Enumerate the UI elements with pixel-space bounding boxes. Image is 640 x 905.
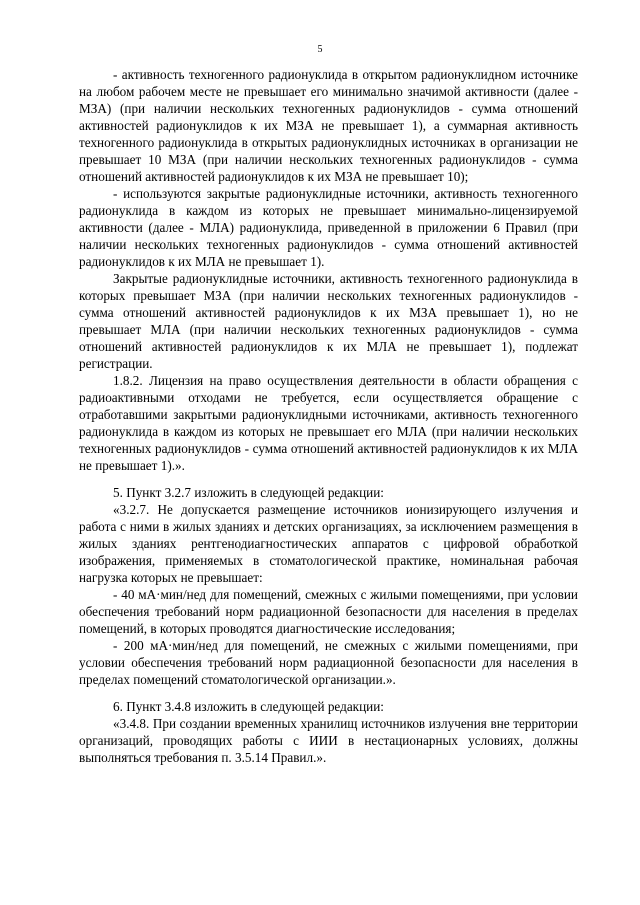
paragraph-1-8-2-license: 1.8.2. Лицензия на право осуществления деятельности в области обращения с радиоактивными отходами не требуется, если осуществляется обращение с отработавшими закрытыми радионуклидными источниками, активность техногенного радионуклида в каждом из которых не превышает его МЛА (при наличии нескольких техногенных радионуклидов - сумма отношений активностей радионуклидов к их МЛА не превышает 1).».: [79, 373, 578, 473]
paragraph-200-ma-min: - 200 мА·мин/нед для помещений, не смежных с жилыми помещениями, при условии обеспечения требований норм радиационной безопасности для населения в пределах помещений стоматологической организации.».: [79, 638, 578, 687]
paragraph-40-ma-min: - 40 мА·мин/нед для помещений, смежных с жилыми помещениями, при условии обеспечения требований норм радиационной безопасности для населения в пределах помещений, в которых проводятся диагностические исследования;: [79, 587, 578, 636]
paragraph-3-4-8: «3.4.8. При создании временных хранилищ источников излучения вне территории организаций, проводящих работы с ИИИ в нестационарных условиях, должны выполняться требования п. 3.5.14 Правил.».: [79, 716, 578, 765]
paragraph-item-5-heading: 5. Пункт 3.2.7 изложить в следующей редакции:: [113, 485, 384, 500]
paragraph-item-6-heading: 6. Пункт 3.4.8 изложить в следующей редакции:: [113, 699, 384, 714]
paragraph-mza-activity: - активность техногенного радионуклида в открытом радионуклидном источнике на любом рабочем месте не превышает его минимально значимой активности (далее - МЗА) (при наличии нескольких техногенных радионуклидов - сумма отношений активностей радионуклидов к их МЗА не превышает 1), а суммарная активность техногенного радионуклида в открытых радионуклидных источниках в организации не превышает 10 МЗА (при наличии нескольких техногенных радионуклидов - сумма отношений активностей радионуклидов к их МЗА не превышает 10);: [79, 67, 578, 184]
document-body: [79, 66, 578, 766]
paragraph-sealed-sources-mla: - используются закрытые радионуклидные источники, активность техногенного радионуклида в каждом из которых не превышает минимально-лицензируемой активности (далее - МЛА) радионуклида, приведенной в приложении 6 Правил (при наличии нескольких техногенных радионуклидов - сумма отношений активностей радионуклидов к их МЛА не превышает 1).: [79, 186, 578, 269]
paragraph-3-2-7: «3.2.7. Не допускается размещение источников ионизирующего излучения и работа с ними в жилых зданиях и детских организациях, за исключением размещения в жилых зданиях рентгенодиагностических аппаратов с цифровой обработкой изображения, применяемых в стоматологической практике, номинальная рабочая нагрузка которых не превышает:: [79, 502, 578, 585]
paragraph-registration: Закрытые радионуклидные источники, активность техногенного радионуклида в которых превышает МЗА (при наличии нескольких техногенных радионуклидов - сумма отношений активностей радионуклидов к их МЗА превышает 1), но не превышает МЛА (при наличии нескольких техногенных радионуклидов - сумма отношений активностей радионуклидов к их МЛА не превышает 1), подлежат регистрации.: [79, 271, 578, 371]
page-number: 5: [317, 44, 323, 55]
